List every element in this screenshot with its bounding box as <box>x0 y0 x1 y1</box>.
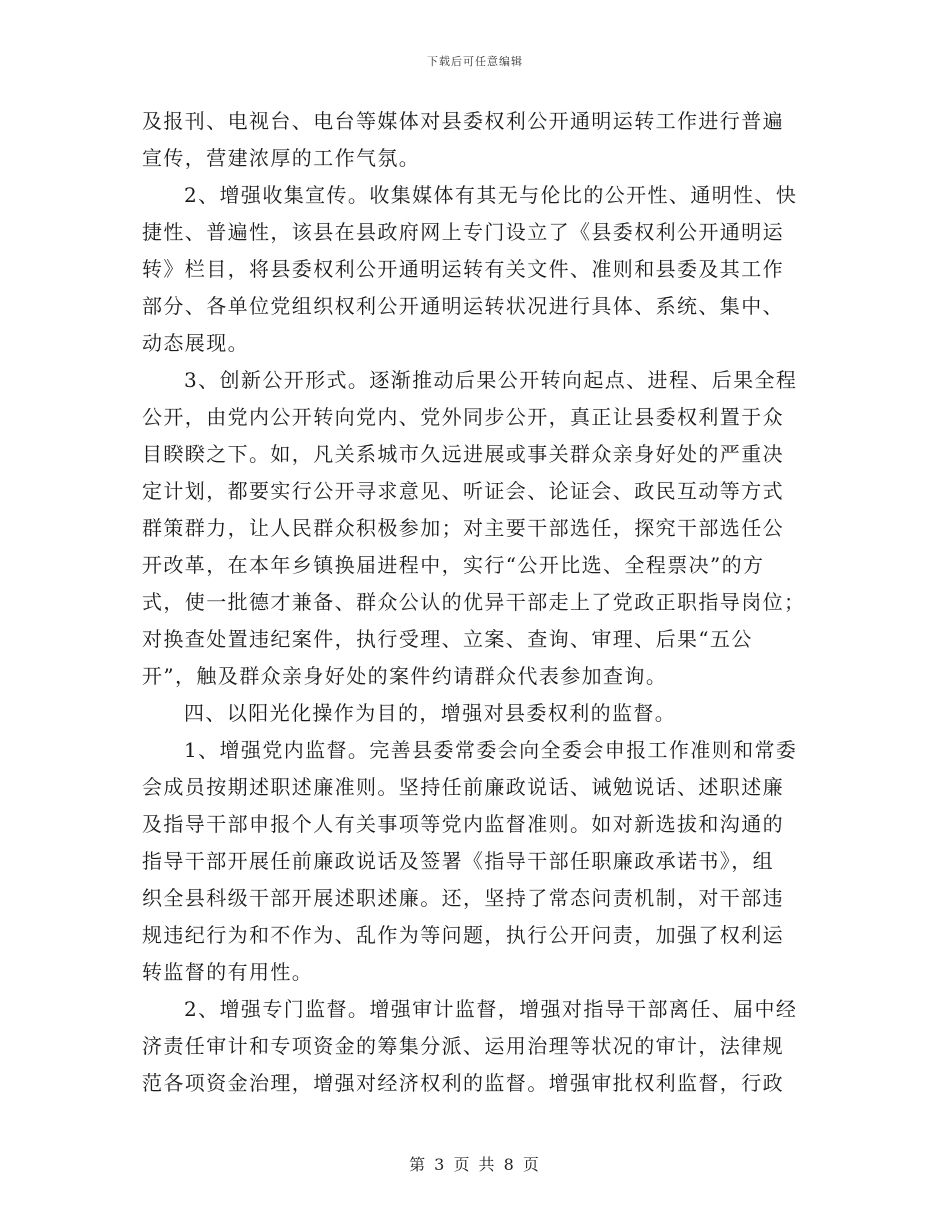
text-line: 动态展现。 <box>142 331 249 355</box>
text-line: 及指导干部申报个人有关事项等党内监督准则。如对新选拔和沟通的 <box>142 812 784 836</box>
text-line: 范各项资金治理，增强对经济权利的监督。增强审批权利监督，行政 <box>142 1071 784 1095</box>
text-line: 定计划，都要实行公开寻求意见、听证会、论证会、政民互动等方式 <box>142 479 784 503</box>
text-line: 捷性、普遍性，该县在县政府网上专门设立了《县委权利公开通明运 <box>142 220 784 244</box>
text-line: 2、增强专门监督。增强审计监督，增强对指导干部离任、届中经 <box>184 997 798 1021</box>
text-line: 指导干部开展任前廉政说话及签署《指导干部任职廉政承诺书》，组 <box>142 849 774 873</box>
text-line: 四、以阳光化操作为目的，增强对县委权利的监督。 <box>184 701 677 725</box>
page-header: 下载后可任意编辑 <box>427 55 523 68</box>
text-line: 公开，由党内公开转向党内、党外同步公开，真正让县委权利置于众 <box>142 405 784 429</box>
text-line: 转监督的有用性。 <box>142 960 314 984</box>
text-line: 转》栏目，将县委权利公开通明运转有关文件、准则和县委及其工作 <box>142 257 784 281</box>
text-line: 开”，触及群众亲身好处的案件约请群众代表参加查询。 <box>142 664 668 688</box>
text-line: 规违纪行为和不作为、乱作为等问题，执行公开问责，加强了权利运 <box>142 923 784 947</box>
text-line: 开改革，在本年乡镇换届进程中，实行“公开比选、全程票决”的方 <box>142 553 765 577</box>
text-line: 1、增强党内监督。完善县委常委会向全委会申报工作准则和常委 <box>184 738 798 762</box>
page-number-footer: 第 3 页 共 8 页 <box>409 1155 541 1174</box>
text-line: 对换查处置违纪案件，执行受理、立案、查询、审理、后果“五公 <box>142 627 753 651</box>
text-line: 式，使一批德才兼备、群众公认的优异干部走上了党政正职指导岗位； <box>142 590 806 614</box>
document-body <box>142 103 810 1102</box>
text-line: 宣传，营建浓厚的工作气氛。 <box>142 146 421 170</box>
text-line: 织全县科级干部开展述职述廉。还，坚持了常态问责机制，对干部违 <box>142 886 784 910</box>
text-line: 群策群力，让人民群众积极参加；对主要干部选任，探究干部选任公 <box>142 516 784 540</box>
text-line: 部分、各单位党组织权利公开通明运转状况进行具体、系统、集中、 <box>142 294 784 318</box>
text-line: 及报刊、电视台、电台等媒体对县委权利公开通明运转工作进行普遍 <box>142 109 784 133</box>
text-line: 3、创新公开形式。逐渐推动后果公开转向起点、进程、后果全程 <box>184 368 798 392</box>
text-line: 济责任审计和专项资金的筹集分派、运用治理等状况的审计，法律规 <box>142 1034 784 1058</box>
text-line: 目睽睽之下。如，凡关系城市久远进展或事关群众亲身好处的严重决 <box>142 442 784 466</box>
text-line: 会成员按期述职述廉准则。坚持任前廉政说话、诫勉说话、述职述廉 <box>142 775 784 799</box>
text-line: 2、增强收集宣传。收集媒体有其无与伦比的公开性、通明性、快 <box>184 183 798 207</box>
